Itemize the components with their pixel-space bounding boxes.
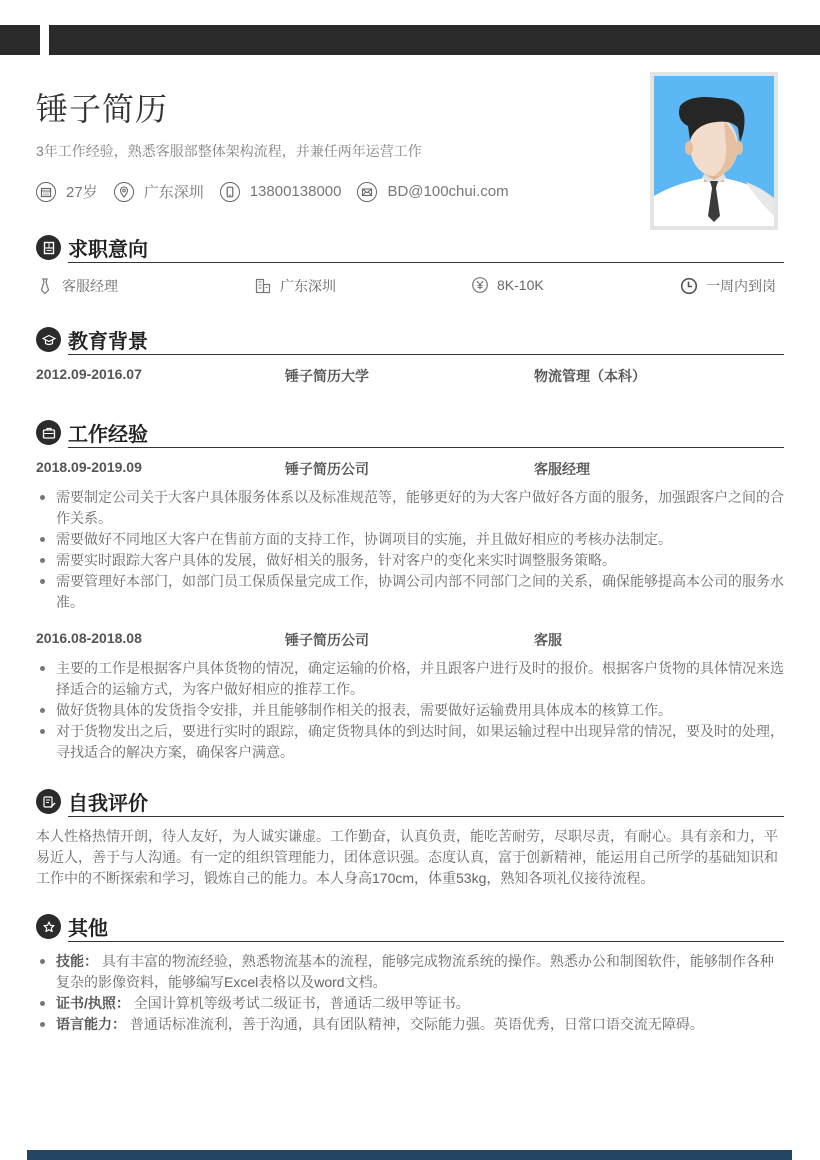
contact-info bbox=[36, 181, 525, 202]
clock-icon bbox=[680, 277, 698, 295]
contact-email-text: BD@100chui.com bbox=[387, 183, 509, 200]
intent-position: 客服经理 bbox=[36, 276, 118, 296]
contact-email[interactable] bbox=[357, 182, 508, 202]
yen-icon bbox=[471, 276, 489, 294]
resume-form-icon bbox=[36, 235, 61, 260]
section-self-evaluation bbox=[36, 787, 784, 815]
education-period: 2012.09-2016.07 bbox=[36, 366, 142, 382]
work-duties-list bbox=[36, 658, 786, 763]
section-title: 其他 bbox=[68, 918, 108, 940]
contact-age-text: 27岁 bbox=[66, 184, 98, 201]
list-item-certificates: 证书/执照： 全国计算机等级考试二级证书，普通话二级甲等证书。 bbox=[36, 993, 786, 1014]
other-list bbox=[36, 951, 786, 1035]
edit-note-icon bbox=[36, 789, 61, 814]
phone-icon bbox=[220, 182, 240, 202]
section-title: 自我评价 bbox=[68, 793, 148, 815]
profile-photo bbox=[650, 72, 778, 230]
star-icon bbox=[36, 914, 61, 939]
section-divider bbox=[68, 941, 784, 943]
contact-location bbox=[114, 181, 204, 202]
intent-city: 广东深圳 bbox=[254, 276, 336, 296]
work-role: 客服经理 bbox=[534, 461, 590, 477]
self-evaluation-text: 本人性格热情开朗，待人友好，为人诚实谦虚。工作勤奋，认真负责，能吃苦耐劳，尽职尽责，有耐心。具有亲和力，平易近人，善于与人沟通。有一定的组织管理能力，团体意识强。态度认真，富于创新精神，能运用自己所学的基础知识和工作中的不断探索和学习，锻炼自己的能力。本人身高170cm，体重53kg，熟知各项礼仪接待流程。 bbox=[36, 828, 778, 886]
list-item: 需要管理好本部门，如部门员工保质保量完成工作，协调公司内部不同部门之间的关系，确保能够提高本公司的服务水准。 bbox=[36, 571, 786, 613]
resume-summary: 3年工作经验，熟悉客服部整体架构流程，并兼任两年运营工作 bbox=[36, 143, 422, 159]
section-title: 工作经验 bbox=[68, 424, 148, 446]
job-intent-row bbox=[36, 276, 784, 298]
list-item: 需要实时跟踪大客户具体的发展，做好相关的服务，针对客户的变化来实时调整服务策略。 bbox=[36, 550, 786, 571]
contact-age bbox=[36, 181, 98, 202]
work-role: 客服 bbox=[534, 632, 562, 648]
intent-salary: 8K-10K bbox=[471, 276, 544, 294]
top-bar bbox=[49, 25, 820, 55]
section-education bbox=[36, 325, 784, 353]
briefcase-icon bbox=[36, 420, 61, 445]
footer-bar bbox=[27, 1150, 792, 1160]
work-duties-list bbox=[36, 487, 786, 613]
section-divider bbox=[68, 816, 784, 818]
contact-phone[interactable] bbox=[220, 182, 342, 202]
graduation-cap-icon bbox=[36, 327, 61, 352]
work-period: 2016.08-2018.08 bbox=[36, 630, 142, 646]
list-item: 主要的工作是根据客户具体货物的情况，确定运输的价格，并且跟客户进行及时的报价。根据客户货物的具体情况来选择适合的运输方式，为客户做好相应的推荐工作。 bbox=[36, 658, 786, 700]
list-item: 需要制定公司关于大客户具体服务体系以及标准规范等，能够更好的为大客户做好各方面的服务，加强跟客户之间的合作关系。 bbox=[36, 487, 786, 529]
list-item-skills: 技能： 具有丰富的物流经验，熟悉物流基本的流程，能够完成物流系统的操作。熟悉办公和制图软件，能够制作各种复杂的影像资料，能够编写Excel表格以及word文档。 bbox=[36, 951, 786, 993]
section-title: 教育背景 bbox=[68, 331, 148, 353]
work-company: 锤子简历公司 bbox=[285, 632, 369, 648]
contact-phone-text: 13800138000 bbox=[249, 183, 342, 200]
top-bar-left-block bbox=[0, 25, 40, 55]
work-company: 锤子简历公司 bbox=[285, 461, 369, 477]
intent-availability: 一周内到岗 bbox=[680, 276, 776, 296]
resume-name: 锤子简历 bbox=[36, 91, 169, 127]
email-icon bbox=[357, 182, 377, 202]
list-item: 需要做好不同地区大客户在售前方面的支持工作，协调项目的实施，并且做好相应的考核办法制定。 bbox=[36, 529, 786, 550]
list-item: 对于货物发出之后，要进行实时的跟踪，确定货物具体的到达时间，如果运输过程中出现异常的情况，要及时的处理，寻找适合的解决方案，确保客户满意。 bbox=[36, 721, 786, 763]
section-divider bbox=[68, 447, 784, 449]
section-divider bbox=[68, 262, 784, 264]
section-title: 求职意向 bbox=[68, 239, 148, 261]
building-icon bbox=[254, 277, 272, 295]
location-icon bbox=[114, 182, 134, 202]
list-item: 做好货物具体的发货指令安排，并且能够制作相关的报表，需要做好运输费用具体成本的核算工作。 bbox=[36, 700, 786, 721]
education-major: 物流管理（本科） bbox=[534, 368, 646, 384]
list-item-languages: 语言能力： 普通话标准流利，善于沟通，具有团队精神，交际能力强。英语优秀，日常口语交流无障碍。 bbox=[36, 1014, 786, 1035]
avatar-illustration bbox=[654, 76, 774, 226]
section-work-experience bbox=[36, 418, 784, 446]
work-period: 2018.09-2019.09 bbox=[36, 459, 142, 475]
section-job-intent bbox=[36, 233, 784, 261]
section-other bbox=[36, 912, 784, 940]
education-school: 锤子简历大学 bbox=[285, 368, 369, 384]
contact-location-text: 广东深圳 bbox=[143, 184, 204, 201]
calendar-icon bbox=[36, 182, 56, 202]
section-divider bbox=[68, 354, 784, 356]
tie-icon bbox=[36, 277, 54, 295]
